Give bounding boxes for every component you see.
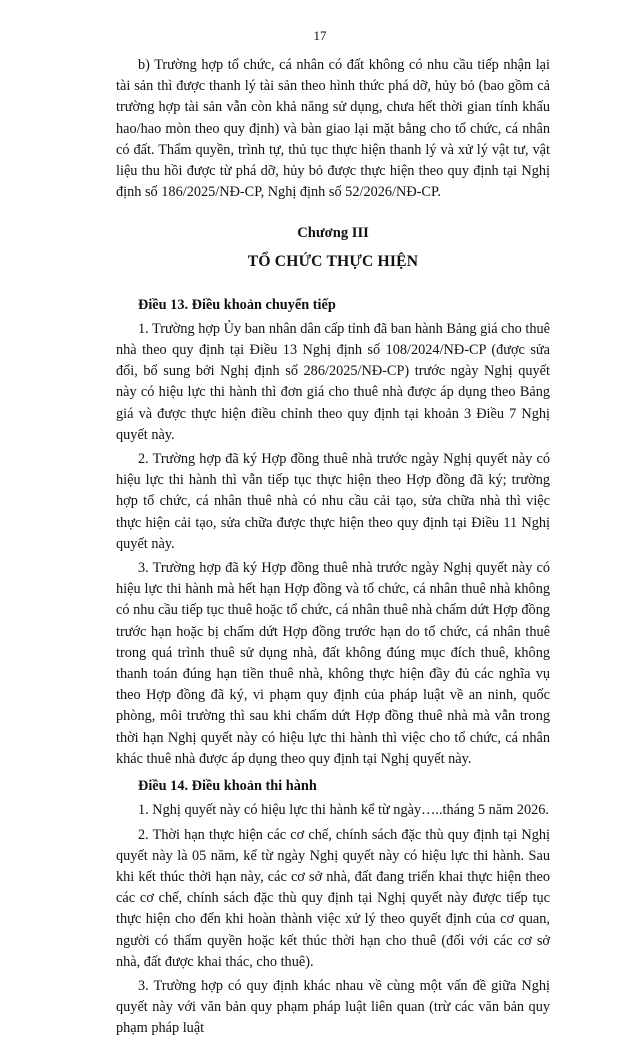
article-14-clause-3: 3. Trường hợp có quy định khác nhau về cùng một vấn đề giữa Nghị quyết này với văn bản quy phạm pháp luật liên quan (trừ các văn bản quy phạm pháp luật (116, 977, 550, 1037)
article-14-clause-1: 1. Nghị quyết này có hiệu lực thi hành kể từ ngày…..tháng 5 năm 2026. (138, 802, 549, 819)
article-14-clause-2: 2. Thời hạn thực hiện các cơ chế, chính sách đặc thù quy định tại Nghị quyết này là 05 năm, kể từ ngày Nghị quyết này có hiệu lực thi hành. Sau khi kết thúc thời hạn này, các cơ sở nhà, đất đang triển khai thực hiện theo các cơ chế, chính sách đặc thù quy định tại Nghị quyết này được tiếp tục thực hiện cho đến khi hoàn thành việc xử lý theo quyết định của cơ quan, người có thẩm quyền hoặc kết thúc thời hạn cho thuê (đối với các cơ sở nhà, đất được khai thác, cho thuê). (116, 826, 550, 970)
article-13-clause-2: 2. Trường hợp đã ký Hợp đồng thuê nhà trước ngày Nghị quyết này có hiệu lực thi hành thì vẫn tiếp tục thực hiện theo Hợp đồng đã ký; trường hợp tổ chức, cá nhân thuê nhà có nhu cầu cải tạo, sửa chữa nhà thì việc thực hiện cải tạo, sửa chữa được thực hiện theo quy định tại Điều 11 Nghị quyết này. (116, 451, 550, 552)
chapter-title: TỔ CHỨC THỰC HIỆN (247, 253, 419, 271)
article-14-heading: Điều 14. Điều khoản thi hành (138, 778, 317, 795)
document-body (116, 55, 550, 1040)
paragraph-b: b) Trường hợp tổ chức, cá nhân có đất không có nhu cầu tiếp nhận lại tài sản thì được thanh lý tài sản theo hình thức phá dỡ, hủy bỏ (bao gồm cả trường hợp tài sản vẫn còn khả năng sử dụng, chưa hết thời gian tính khấu hao/hao mòn theo quy định) và bàn giao lại mặt bằng cho tổ chức, cá nhân có đất. Thẩm quyền, trình tự, thủ tục thực hiện thanh lý và xử lý vật tư, vật liệu thu hồi được từ phá dỡ, hủy bỏ được thực hiện theo quy định tại Nghị định số 186/2025/NĐ-CP, Nghị định số 52/2026/NĐ-CP. (116, 57, 550, 201)
page-number: 17 (313, 28, 327, 43)
chapter-number: Chương III (297, 225, 369, 242)
article-13-heading: Điều 13. Điều khoản chuyển tiếp (138, 296, 336, 313)
article-13-clause-3: 3. Trường hợp đã ký Hợp đồng thuê nhà trước ngày Nghị quyết này có hiệu lực thi hành mà hết hạn Hợp đồng và tổ chức, cá nhân thuê nhà không có nhu cầu tiếp tục thuê hoặc tổ chức, cá nhân thuê nhà chấm dứt Hợp đồng trước hạn hoặc bị chấm dứt Hợp đồng trước hạn do tổ chức, cá nhân thuê trong quá trình thuê sử dụng nhà, đất không đúng mục đích thuê, không thanh toán đúng hạn tiền thuê nhà, không thực hiện đầy đủ các nghĩa vụ theo Hợp đồng đã ký, vi phạm quy định của pháp luật về an ninh, quốc phòng, môi trường thì sau khi chấm dứt Hợp đồng thuê nhà mà vẫn trong thời hạn Nghị quyết này có hiệu lực thi hành thì việc cho tổ chức, cá nhân khác thuê nhà được áp dụng theo quy định tại Nghị quyết này. (116, 560, 550, 767)
article-13-clause-1: 1. Trường hợp Ủy ban nhân dân cấp tỉnh đã ban hành Bảng giá cho thuê nhà theo quy định tại Điều 13 Nghị định số 108/2024/NĐ-CP (được sửa đổi, bổ sung bởi Nghị định số 286/2025/NĐ-CP) trước ngày Nghị quyết này có hiệu lực thi hành thì đơn giá cho thuê nhà được áp dụng theo Bảng giá và được thực hiện điều chỉnh theo quy định tại khoản 3 Điều 7 Nghị quyết này. (116, 320, 550, 443)
